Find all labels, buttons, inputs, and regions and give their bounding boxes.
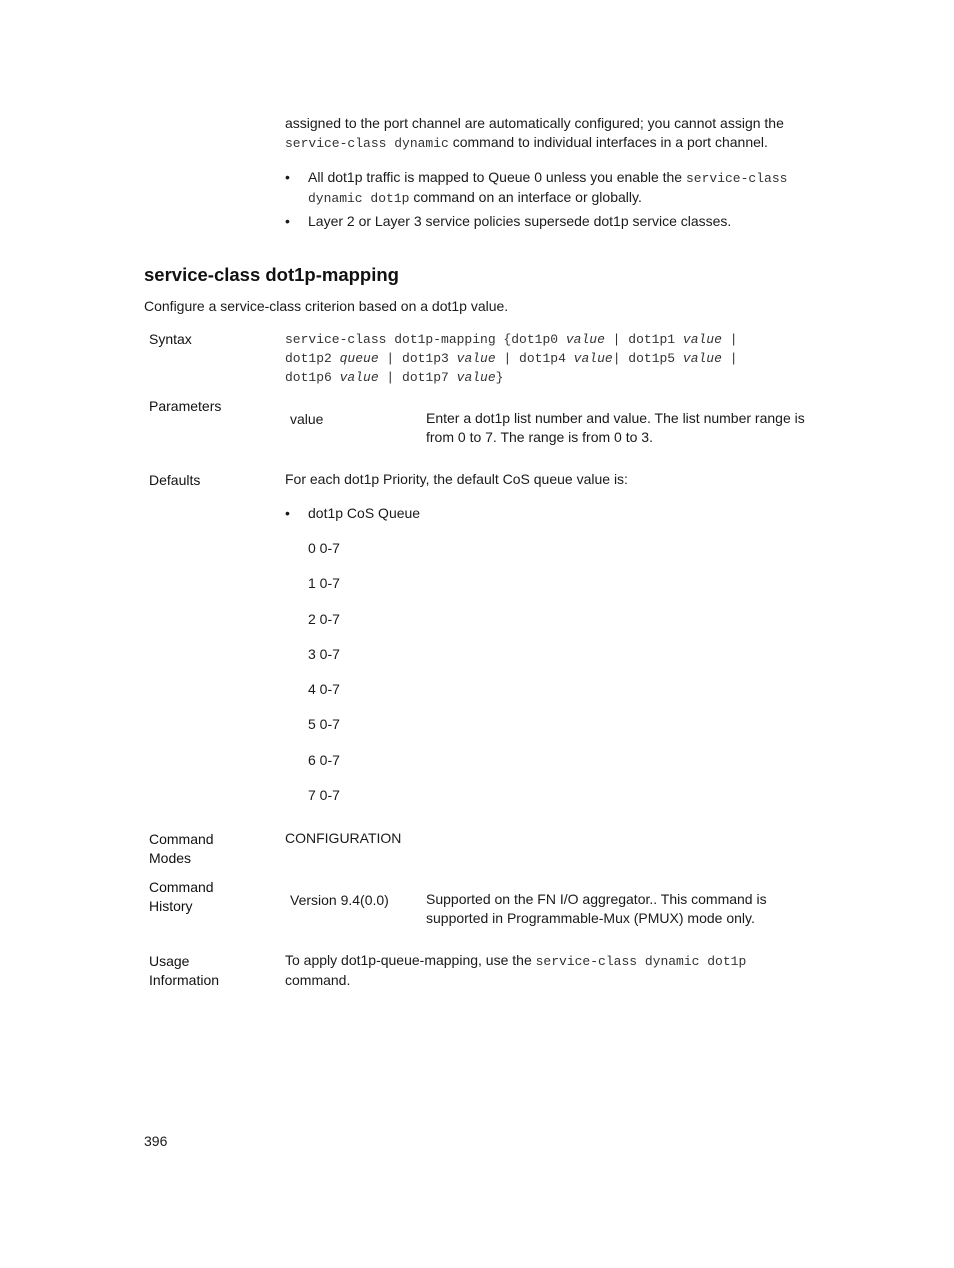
history-description: Supported on the FN I/O aggregator.. This command is supported in Programmable-Mux (PMUX) mode only.	[426, 891, 767, 926]
intro-bullet-2-text: Layer 2 or Layer 3 service policies supersede dot1p service classes.	[308, 213, 732, 229]
defaults-row-1: 1 0-7	[308, 575, 340, 591]
parameter-name: value	[290, 411, 324, 427]
defaults-row-6: 6 0-7	[308, 752, 340, 768]
syntax-label: Syntax	[149, 331, 192, 347]
defaults-bullet-item: • dot1p CoS Queue	[285, 504, 830, 523]
intro-paragraph	[285, 114, 830, 153]
history-version: Version 9.4(0.0)	[290, 892, 389, 908]
syntax-line-3: dot1p6 value | dot1p7 value}	[285, 370, 504, 385]
defaults-row-4: 4 0-7	[308, 681, 340, 697]
intro-bullets	[285, 168, 830, 231]
syntax-line-2: dot1p2 queue | dot1p3 value | dot1p4 value| dot1p5 value |	[285, 351, 738, 366]
section-title: service-class dot1p-mapping	[144, 264, 399, 285]
intro-bullet-1	[285, 168, 830, 208]
intro-code: service-class dynamic	[285, 136, 449, 151]
defaults-label: Defaults	[149, 472, 201, 488]
defaults-row-0: 0 0-7	[308, 540, 340, 556]
syntax-block	[285, 330, 830, 387]
command-history-label: Command History	[149, 879, 214, 914]
defaults-bullet	[285, 504, 830, 523]
defaults-row-3: 3 0-7	[308, 646, 340, 662]
intro-bullet-1-tail: command on an interface or globally.	[413, 189, 642, 205]
command-modes-label: Command Modes	[149, 831, 214, 866]
defaults-row-2: 2 0-7	[308, 611, 340, 627]
intro-text: assigned to the port channel are automatically configured; you cannot assign the	[285, 115, 784, 131]
command-modes-value: CONFIGURATION	[285, 830, 402, 846]
section-heading	[144, 263, 399, 287]
usage-text: To apply dot1p-queue-mapping, use the service-class dynamic dot1p command.	[285, 952, 747, 988]
syntax-line-1: service-class dot1p-mapping {dot1p0 value | dot1p1 value |	[285, 332, 738, 347]
intro-bullet-1-code2: dynamic dot1p	[308, 191, 410, 206]
defaults-row-7: 7 0-7	[308, 787, 340, 803]
page-number: 396	[144, 1133, 168, 1149]
usage-label: Usage Information	[149, 953, 220, 988]
section-description: Configure a service-class criterion based on a dot1p value.	[144, 298, 509, 314]
intro-bullet-2	[285, 212, 830, 231]
intro-bullet-1-code: service-class	[686, 171, 788, 186]
parameter-description: Enter a dot1p list number and value. The list number range is from 0 to 7. The range is from 0 to 3.	[426, 410, 805, 445]
parameters-label: Parameters	[149, 398, 222, 414]
intro-tail: command to individual interfaces in a port channel.	[452, 134, 768, 150]
defaults-intro: For each dot1p Priority, the default CoS queue value is:	[285, 471, 628, 487]
intro-bullet-1-text: All dot1p traffic is mapped to Queue 0 unless you enable the	[308, 169, 683, 185]
defaults-row-5: 5 0-7	[308, 716, 340, 732]
usage-code: service-class dynamic dot1p	[535, 954, 747, 969]
